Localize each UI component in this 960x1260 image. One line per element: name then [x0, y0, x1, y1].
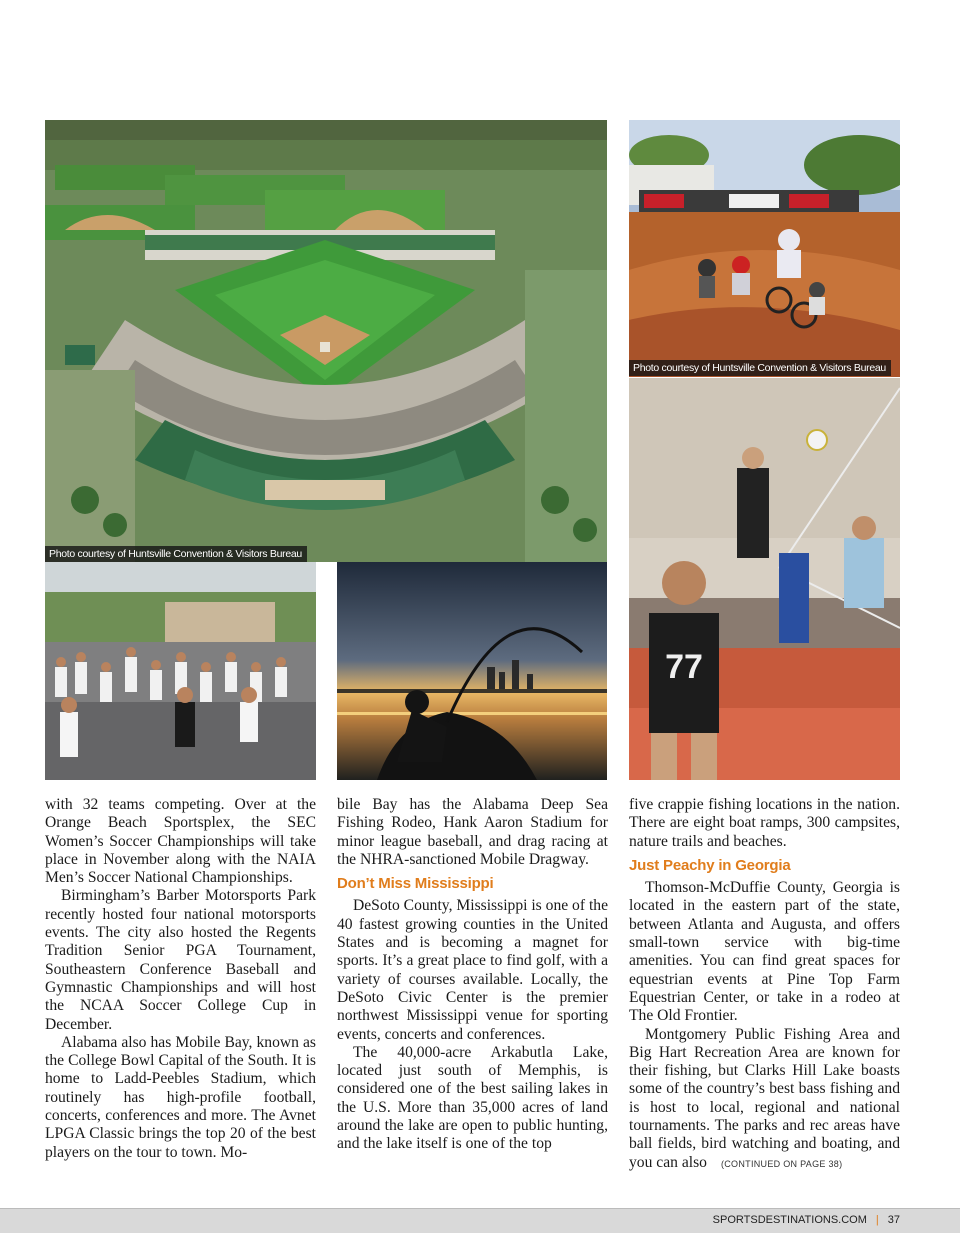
section-heading: Just Peachy in Georgia	[629, 856, 791, 874]
article-column-2	[337, 796, 608, 1154]
volleyball-photo	[629, 378, 900, 780]
continued-note: (CONTINUED ON PAGE 38)	[720, 1158, 843, 1169]
stadium-photo	[45, 120, 607, 562]
marathon-illustration	[45, 562, 316, 780]
jersey-number: 77	[665, 648, 703, 686]
page-number: 37	[887, 1214, 900, 1226]
page-footer	[0, 1208, 960, 1233]
footer-site-link[interactable]: SPORTSDESTINATIONS.COM	[712, 1214, 867, 1226]
fishing-illustration	[337, 562, 607, 780]
stadium-photo-caption: Photo courtesy of Huntsville Convention & Visitors Bureau	[45, 546, 307, 562]
paragraph: Birmingham’s Barber Motorsports Park recently hosted four national motorsports events. The city also hosted the Regents Tradition Senior PGA Tournament, Southeastern Conference Baseball and Gymnastic Championships and will host the NCAA Soccer College Cup in December.	[45, 887, 316, 1033]
footer-separator: |	[875, 1214, 879, 1226]
volleyball-illustration	[629, 378, 900, 780]
fishing-photo	[337, 562, 607, 780]
article-column-3	[629, 796, 900, 1173]
bmx-illustration	[629, 120, 900, 377]
paragraph: Alabama also has Mobile Bay, known as the College Bowl Capital of the South. It is home to Ladd-Peebles Stadium, which routinely has high-profile football, concerts, conferences and more. The Avnet LPGA Classic brings the top 20 of the best players on the tour to town. Mo-	[45, 1033, 316, 1161]
paragraph	[629, 1026, 900, 1173]
paragraph: bile Bay has the Alabama Deep Sea Fishing Rodeo, Hank Aaron Stadium for minor league baseball, and drag racing at the NHRA-sanctioned Mobile Dragway.	[337, 796, 608, 868]
article-column-1	[45, 796, 316, 1162]
stadium-illustration	[45, 120, 607, 562]
section-heading: Don’t Miss Mississippi	[337, 875, 494, 893]
footer-content	[713, 1214, 900, 1226]
paragraph: with 32 teams competing. Over at the Orange Beach Sportsplex, the SEC Women’s Soccer Championships will take place in November along with the NAIA Men’s Soccer National Championships.	[45, 796, 316, 887]
bmx-photo-caption: Photo courtesy of Huntsville Convention & Visitors Bureau	[629, 360, 891, 376]
paragraph-text: Montgomery Public Fishing Area and Big Hart Recreation Area are known for their fishing, but Clarks Hill Lake boasts some of the country’s best bass fishing and is host to local, regional and national tournaments. The parks and rec areas have ball fields, bird watching and boating, and you can also	[629, 1025, 900, 1171]
paragraph: DeSoto County, Mississippi is one of the 40 fastest growing counties in the United States and is becoming a magnet for sports. It’s a great place to find golf, with a variety of courses available. Locally, the DeSoto Civic Center is the premier northwest Mississippi venue for sporting events, concerts and conferences.	[337, 897, 608, 1043]
paragraph: Thomson-McDuffie County, Georgia is located in the eastern part of the state, between Atlanta and Augusta, and offers small-town service with big-time amenities. You can find great spaces for equestrian events at Pine Top Farm Equestrian Center, or take in a rodeo at The Old Frontier.	[629, 879, 900, 1025]
bmx-photo	[629, 120, 900, 377]
marathon-photo	[45, 562, 316, 780]
paragraph: five crappie fishing locations in the nation. There are eight boat ramps, 300 campsites, nature trails and beaches.	[629, 796, 900, 850]
paragraph: The 40,000-acre Arkabutla Lake, located just south of Memphis, is considered one of the best sailing lakes in the U.S. More than 35,000 acres of land around the lake are open to public hunting, and the lake itself is one of the top	[337, 1043, 608, 1153]
